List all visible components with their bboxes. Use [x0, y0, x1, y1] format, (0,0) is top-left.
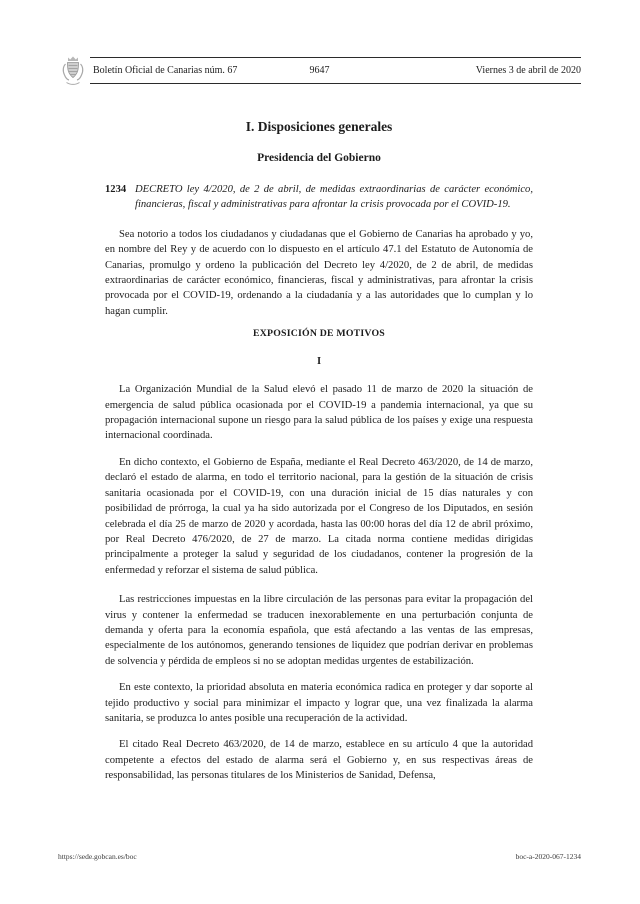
issue-date: Viernes 3 de abril de 2020	[475, 65, 581, 76]
decree-heading	[105, 182, 533, 213]
exposition-paragraph: En dicho contexto, el Gobierno de España, mediante el Real Decreto 463/2020, de 14 de marzo, declaró el estado de alarma, en todo el territorio nacional, para la gestión de la situación de crisis sanitaria ocasionada por el COVID-19, con una duración inicial de 15 días naturales y con posibilidad de prórroga, la cual ya ha sido autorizada por el Congreso de los Diputados, en sesión celebrada el día 25 de marzo de 2020 y acordada, hasta las 00:00 horas del día 12 de abril próximo, por Real Decreto 476/2020, de 27 de marzo. La citada norma contiene medidas dirigidas principalmente a proteger la salud y seguridad de los ciudadanos, contener la progresión de la enfermedad y reforzar el sistema de salud pública.	[105, 456, 533, 576]
exposition-paragraph: Las restricciones impuestas en la libre circulación de las personas para evitar la propagación del virus y contener la enfermedad se traducen inexorablemente en una perturbación conjunta de demanda y oferta para la economía española, que está afectando a las ventas de las empresas, especialmente de los autónomos, generando tensiones de liquidez que podrían derivar en problemas de solvencia y pérdida de empleos si no se adoptan medidas urgentes de estabilización.	[105, 594, 533, 667]
footer-document-id: boc-a-2020-067-1234	[515, 852, 581, 861]
document-body	[105, 0, 533, 784]
decree-title: DECRETO ley 4/2020, de 2 de abril, de medidas extraordinarias de carácter económico, financieras, fiscal y administrativas para afrontar la crisis provocada por el COVID-19.	[135, 184, 533, 211]
issuing-organization: Presidencia del Gobierno	[257, 152, 381, 164]
decree-number: 1234	[105, 184, 127, 195]
section-title: I. Disposiciones generales	[245, 119, 393, 134]
exposition-section-number: I	[316, 356, 322, 368]
exposition-paragraph: El citado Real Decreto 463/2020, de 14 de marzo, establece en su artículo 4 que la autoridad competente a efectos del estado de alarma será el Gobierno y, en sus respectivas áreas de responsabilidad, las personas titulares de los Ministerios de Sanidad, Defensa,	[105, 739, 533, 782]
publication-name: Boletín Oficial de Canarias núm. 67	[93, 65, 238, 76]
exposition-heading: EXPOSICIÓN DE MOTIVOS	[253, 328, 385, 340]
canary-islands-coat-of-arms-icon	[56, 52, 90, 92]
page-number: 9647	[309, 65, 330, 76]
exposition-paragraph: En este contexto, la prioridad absoluta en materia económica radica en proteger y dar soporte al tejido productivo y social para minimizar el impacto y lograr que, una vez finalizada la alarma sanitaria, se produzca lo antes posible una recuperación de la actividad.	[105, 682, 533, 724]
promulgation-paragraph: Sea notorio a todos los ciudadanos y ciudadanas que el Gobierno de Canarias ha aprobado y yo, en nombre del Rey y de acuerdo con lo dispuesto en el artículo 47.1 del Estatuto de Autonomía de Canarias, promulgo y ordeno la publicación del Decreto ley 4/2020, de 2 de abril, de medidas extraordinarias de carácter económico, financieras, fiscal y administrativas, para afrontar la crisis provocada por el COVID-19, ordenando a la ciudadanía y a las autoridades que lo cumplan y lo hagan cumplir.	[105, 228, 533, 317]
exposition-paragraph: La Organización Mundial de la Salud elevó el pasado 11 de marzo de 2020 la situación de emergencia de salud pública ocasionada por el COVID-19 a pandemia internacional, ya que su propagación internacional supone un riesgo para la salud pública de los países y exige una respuesta internacional coordinada.	[105, 384, 533, 442]
footer-url: https://sede.gobcan.es/boc	[58, 852, 137, 861]
